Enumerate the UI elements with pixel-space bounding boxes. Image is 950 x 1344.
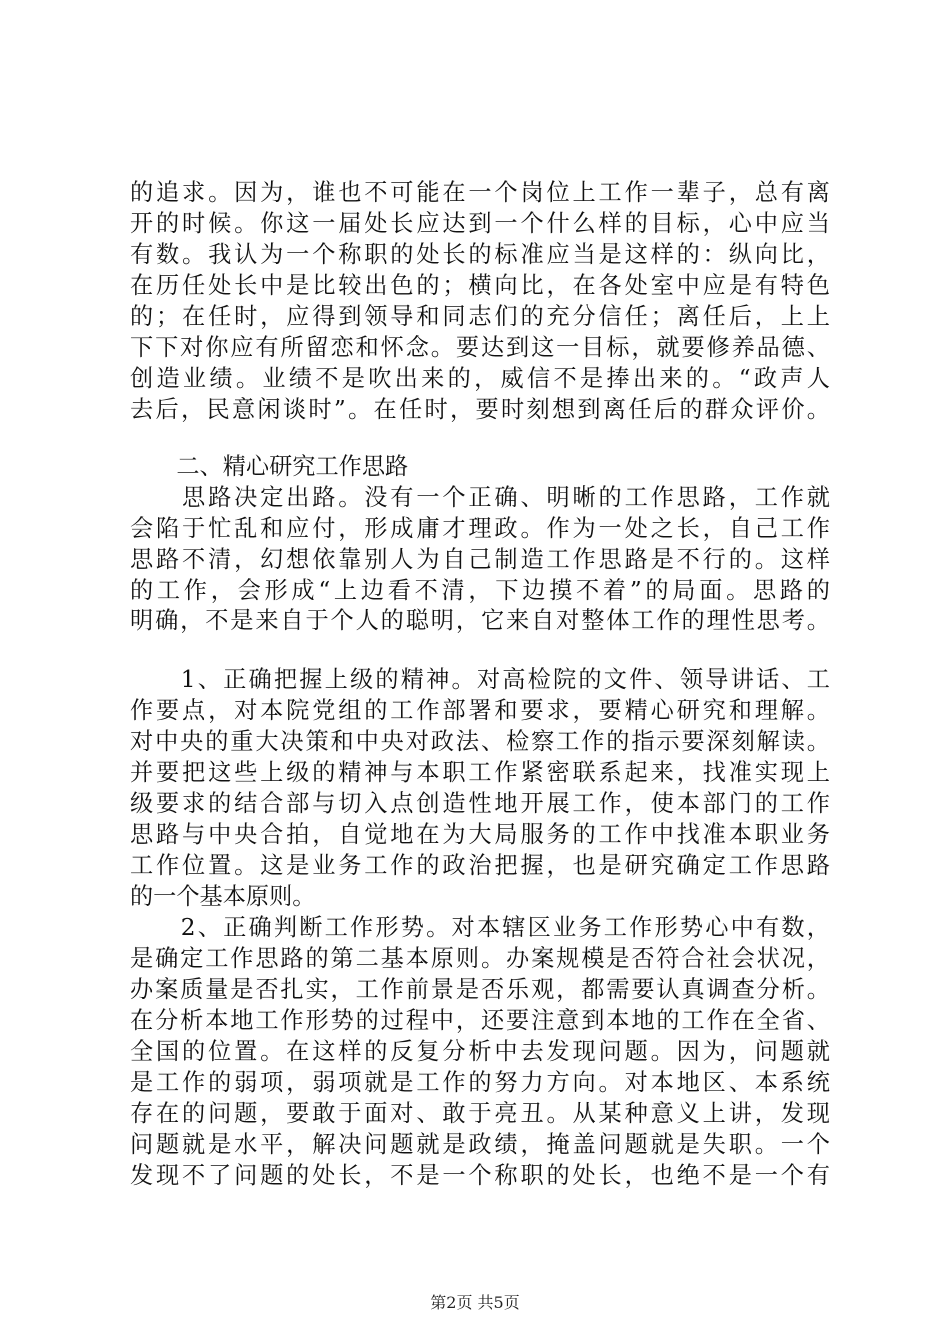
text-line: 思路与中央合拍，自觉地在为大局服务的工作中找准本职业务 <box>130 821 830 848</box>
text-line: 发现不了问题的处长，不是一个称职的处长，也绝不是一个有 <box>130 1162 830 1189</box>
text-line: 会陷于忙乱和应付，形成庸才理政。作为一处之长，自己工作 <box>130 515 830 542</box>
text-line: 开的时候。你这一届处长应达到一个什么样的目标，心中应当 <box>130 210 830 237</box>
text-line: 办案质量是否扎实，工作前景是否乐观，都需要认真调查分析。 <box>130 976 830 1003</box>
text-line: 思路不清，幻想依靠别人为自己制造工作思路是不行的。这样 <box>130 546 830 573</box>
text-line: 在历任处长中是比较出色的；横向比，在各处室中应是有特色 <box>130 272 830 299</box>
text-line: 有数。我认为一个称职的处长的标准应当是这样的：纵向比， <box>130 241 830 268</box>
text-line: 对中央的重大决策和中央对政法、检察工作的指示要深刻解读。 <box>130 728 830 755</box>
section-heading: 二、精心研究工作思路 <box>130 453 409 480</box>
text-line: 存在的问题，要敢于面对、敢于亮丑。从某种意义上讲，发现 <box>130 1100 830 1127</box>
text-line: 工作位置。这是业务工作的政治把握，也是研究确定工作思路 <box>130 852 830 879</box>
text-line: 是工作的弱项，弱项就是工作的努力方向。对本地区、本系统 <box>130 1069 830 1096</box>
text-line: 明确，不是来自于个人的聪明，它来自对整体工作的理性思考。 <box>130 607 830 634</box>
text-line: 思路决定出路。没有一个正确、明晰的工作思路，工作就 <box>130 484 830 511</box>
text-line: 的工作，会形成“上边看不清，下边摸不着”的局面。思路的 <box>130 577 830 604</box>
text-line: 全国的位置。在这样的反复分析中去发现问题。因为，问题就 <box>130 1038 830 1065</box>
text-line: 的一个基本原则。 <box>130 883 316 910</box>
text-line: 的；在任时，应得到领导和同志们的充分信任；离任后，上上 <box>130 303 830 330</box>
page-number-footer: 第2页 共5页 <box>430 1293 520 1312</box>
text-line: 下下对你应有所留恋和怀念。要达到这一目标，就要修养品德、 <box>130 334 830 361</box>
text-line: 去后，民意闲谈时”。在任时，要时刻想到离任后的群众评价。 <box>130 396 830 423</box>
text-line: 在分析本地工作形势的过程中，还要注意到本地的工作在全省、 <box>130 1007 830 1034</box>
text-line: 2、正确判断工作形势。对本辖区业务工作形势心中有数， <box>130 914 830 941</box>
text-line: 是确定工作思路的第二基本原则。办案规模是否符合社会状况， <box>130 945 830 972</box>
text-line: 并要把这些上级的精神与本职工作紧密联系起来，找准实现上 <box>130 759 830 786</box>
text-line: 创造业绩。业绩不是吹出来的，威信不是捧出来的。“政声人 <box>130 365 830 392</box>
text-line: 级要求的结合部与切入点创造性地开展工作，使本部门的工作 <box>130 790 830 817</box>
text-line: 作要点，对本院党组的工作部署和要求，要精心研究和理解。 <box>130 697 830 724</box>
text-line: 1、正确把握上级的精神。对高检院的文件、领导讲话、工 <box>130 666 830 693</box>
text-line: 问题就是水平，解决问题就是政绩，掩盖问题就是失职。一个 <box>130 1131 830 1158</box>
text-line: 的追求。因为，谁也不可能在一个岗位上工作一辈子，总有离 <box>130 179 830 206</box>
